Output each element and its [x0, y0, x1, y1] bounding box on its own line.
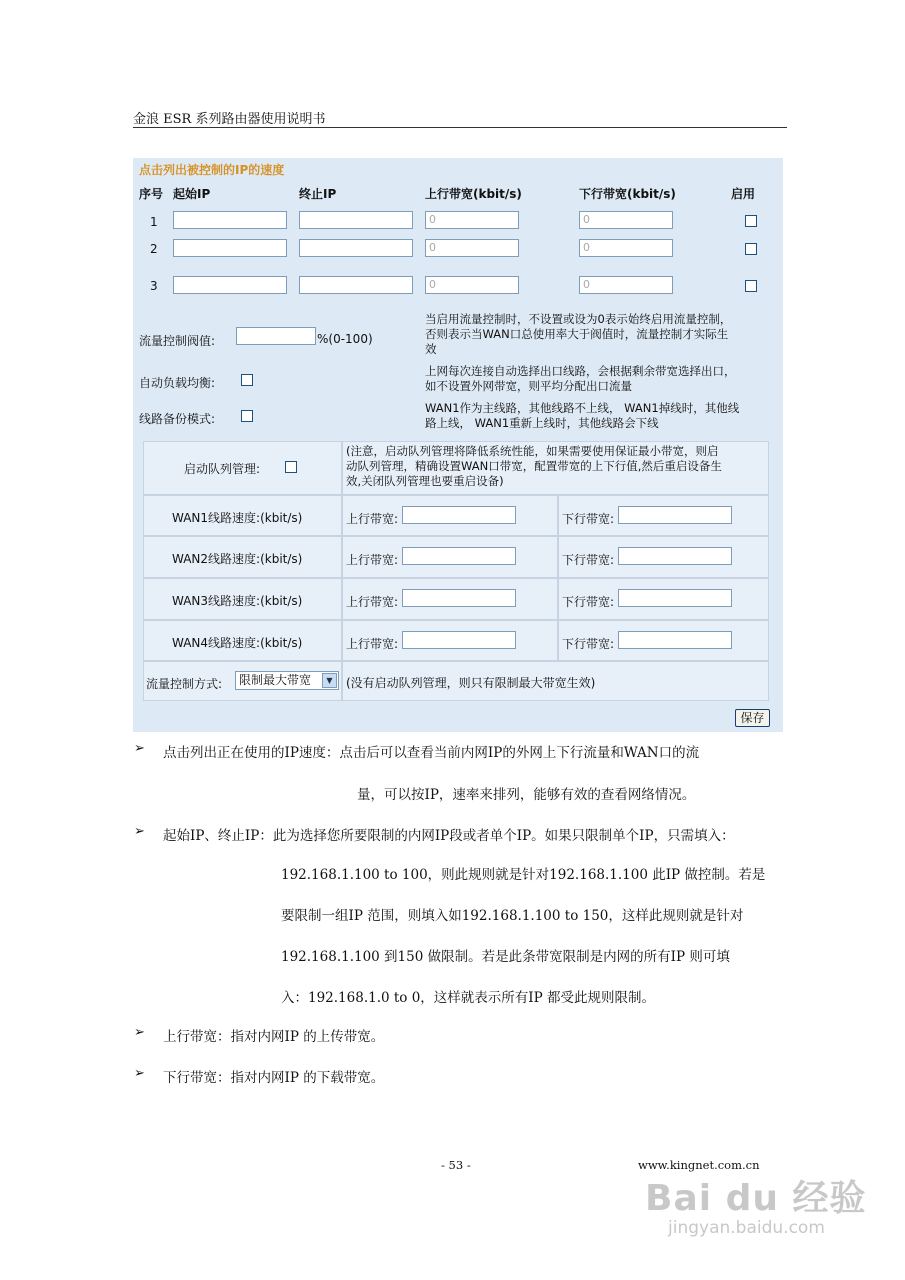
mode-note-cell [342, 661, 769, 701]
bullet-2-line-5: 入：192.168.1.0 to 0，这样就表示所有IP 都受此规则限制。 [281, 990, 656, 1006]
col-up: 上行带宽(kbit/s) [425, 187, 522, 201]
list-controlled-ip-link[interactable]: 点击列出被控制的IP的速度 [139, 163, 285, 177]
start-ip-input[interactable] [173, 276, 287, 294]
wan4-down-input[interactable] [618, 631, 732, 649]
start-ip-input[interactable] [173, 239, 287, 257]
baidu-watermark-logo: Bai du 经验 [645, 1178, 867, 1219]
wan1-up-input[interactable] [402, 506, 516, 524]
wan2-up-cell: 上行带宽: [342, 536, 558, 578]
chevron-down-icon[interactable]: ▼ [322, 673, 337, 688]
wan3-up-input[interactable] [402, 589, 516, 607]
flow-control-mode-select[interactable]: 限制最大带宽 ▼ [235, 671, 339, 690]
enable-checkbox[interactable] [745, 215, 757, 227]
col-seq: 序号 [139, 187, 164, 201]
down-bandwidth-input[interactable]: 0 [579, 239, 673, 257]
start-ip-input[interactable] [173, 211, 287, 229]
up-bandwidth-input[interactable]: 0 [425, 276, 519, 294]
bullet-2-line-1: 起始IP、终止IP：此为选择您所要限制的内网IP段或者单个IP。如果只限制单个IP，只需填入： [163, 828, 735, 844]
document-header: 金浪 ESR 系列路由器使用说明书 [133, 112, 326, 127]
header-rule [133, 127, 787, 128]
end-ip-input[interactable] [299, 276, 413, 294]
down-bandwidth-input[interactable]: 0 [579, 276, 673, 294]
backup-note: WAN1作为主线路，其他线路不上线， WAN1掉线时，其他线 路上线， WAN1重新上线时，其他线路会下线 [425, 401, 740, 430]
baidu-watermark-url: jingyan.baidu.com [668, 1218, 825, 1238]
wan4-label-cell: WAN4线路速度:(kbit/s) [143, 620, 342, 661]
bullet-3: 上行带宽：指对内网IP 的上传带宽。 [163, 1029, 385, 1045]
threshold-unit: %(0-100) [317, 332, 373, 346]
row-seq: 3 [150, 279, 158, 293]
wan2-up-input[interactable] [402, 547, 516, 565]
footer-url: www.kingnet.com.cn [638, 1158, 760, 1172]
row-seq: 1 [150, 215, 158, 229]
wan1-up-cell: 上行带宽: [342, 495, 558, 536]
bullet-2-line-4: 192.168.1.100 到150 做限制。若是此条带宽限制是内网的所有IP 则可填 [281, 949, 730, 965]
bullet-icon: ➢ [134, 1025, 145, 1040]
wan4-up-cell: 上行带宽: [342, 620, 558, 661]
up-bandwidth-input[interactable]: 0 [425, 211, 519, 229]
queue-label-cell [143, 441, 342, 495]
wan2-label-cell: WAN2线路速度:(kbit/s) [143, 536, 342, 578]
wan1-down-input[interactable] [618, 506, 732, 524]
queue-note: (注意，启动队列管理将降低系统性能，如果需要使用保证最小带宽，则启 动队列管理，精确设置WAN口带宽，配置带宽的上下行值,然后重启设备生 效,关闭队列管理也要重启设备) [346, 444, 722, 488]
queue-note-cell [342, 441, 769, 495]
threshold-input[interactable] [236, 327, 316, 345]
backup-label: 线路备份模式: [139, 412, 216, 426]
save-button[interactable]: 保存 [735, 709, 770, 727]
col-start-ip: 起始IP [173, 187, 211, 201]
mode-note: (没有启动队列管理，则只有限制最大带宽生效) [346, 676, 596, 690]
threshold-note: 当启用流量控制时，不设置或设为0表示始终启用流量控制， 否则表示当WAN口总使用率大于阀值时，流量控制才实际生 效 [425, 312, 732, 356]
queue-label: 启动队列管理: [184, 462, 261, 476]
end-ip-input[interactable] [299, 239, 413, 257]
mode-label: 流量控制方式: [146, 677, 223, 691]
queue-checkbox[interactable] [285, 461, 297, 473]
end-ip-input[interactable] [299, 211, 413, 229]
bullet-icon: ➢ [134, 824, 145, 839]
auto-balance-checkbox[interactable] [241, 374, 253, 386]
auto-balance-label: 自动负载均衡: [139, 376, 216, 390]
wan4-down-cell: 下行带宽: [558, 620, 769, 661]
wan3-up-cell: 上行带宽: [342, 578, 558, 620]
flow-control-panel [133, 158, 783, 732]
bullet-4: 下行带宽：指对内网IP 的下载带宽。 [163, 1070, 385, 1086]
col-down: 下行带宽(kbit/s) [579, 187, 676, 201]
row-seq: 2 [150, 242, 158, 256]
enable-checkbox[interactable] [745, 280, 757, 292]
col-enable: 启用 [731, 187, 756, 201]
wan3-label-cell: WAN3线路速度:(kbit/s) [143, 578, 342, 620]
bullet-icon: ➢ [134, 741, 145, 756]
wan1-label-cell: WAN1线路速度:(kbit/s) [143, 495, 342, 536]
up-bandwidth-input[interactable]: 0 [425, 239, 519, 257]
mode-label-cell [143, 661, 342, 701]
bullet-2-line-2: 192.168.1.100 to 100，则此规则就是针对192.168.1.100 此IP 做控制。若是 [281, 867, 766, 883]
wan2-down-input[interactable] [618, 547, 732, 565]
down-bandwidth-input[interactable]: 0 [579, 211, 673, 229]
auto-balance-note: 上网每次连接自动选择出口线路，会根据剩余带宽选择出口， 如不设置外网带宽，则平均分配出口流量 [425, 364, 736, 393]
bullet-2-line-3: 要限制一组IP 范围，则填入如192.168.1.100 to 150，这样此规则就是针对 [281, 908, 744, 924]
threshold-label: 流量控制阀值: [139, 334, 216, 348]
col-end-ip: 终止IP [299, 187, 337, 201]
bullet-1-line-2: 量，可以按IP，速率来排列，能够有效的查看网络情况。 [357, 787, 696, 803]
backup-checkbox[interactable] [241, 410, 253, 422]
bullet-icon: ➢ [134, 1066, 145, 1081]
wan4-up-input[interactable] [402, 631, 516, 649]
wan2-down-cell: 下行带宽: [558, 536, 769, 578]
enable-checkbox[interactable] [745, 243, 757, 255]
wan3-down-cell: 下行带宽: [558, 578, 769, 620]
bullet-1-line-1: 点击列出正在使用的IP速度：点击后可以查看当前内网IP的外网上下行流量和WAN口的流 [163, 745, 700, 761]
wan1-down-cell: 下行带宽: [558, 495, 769, 536]
wan3-down-input[interactable] [618, 589, 732, 607]
page-number: - 53 - [441, 1158, 471, 1172]
